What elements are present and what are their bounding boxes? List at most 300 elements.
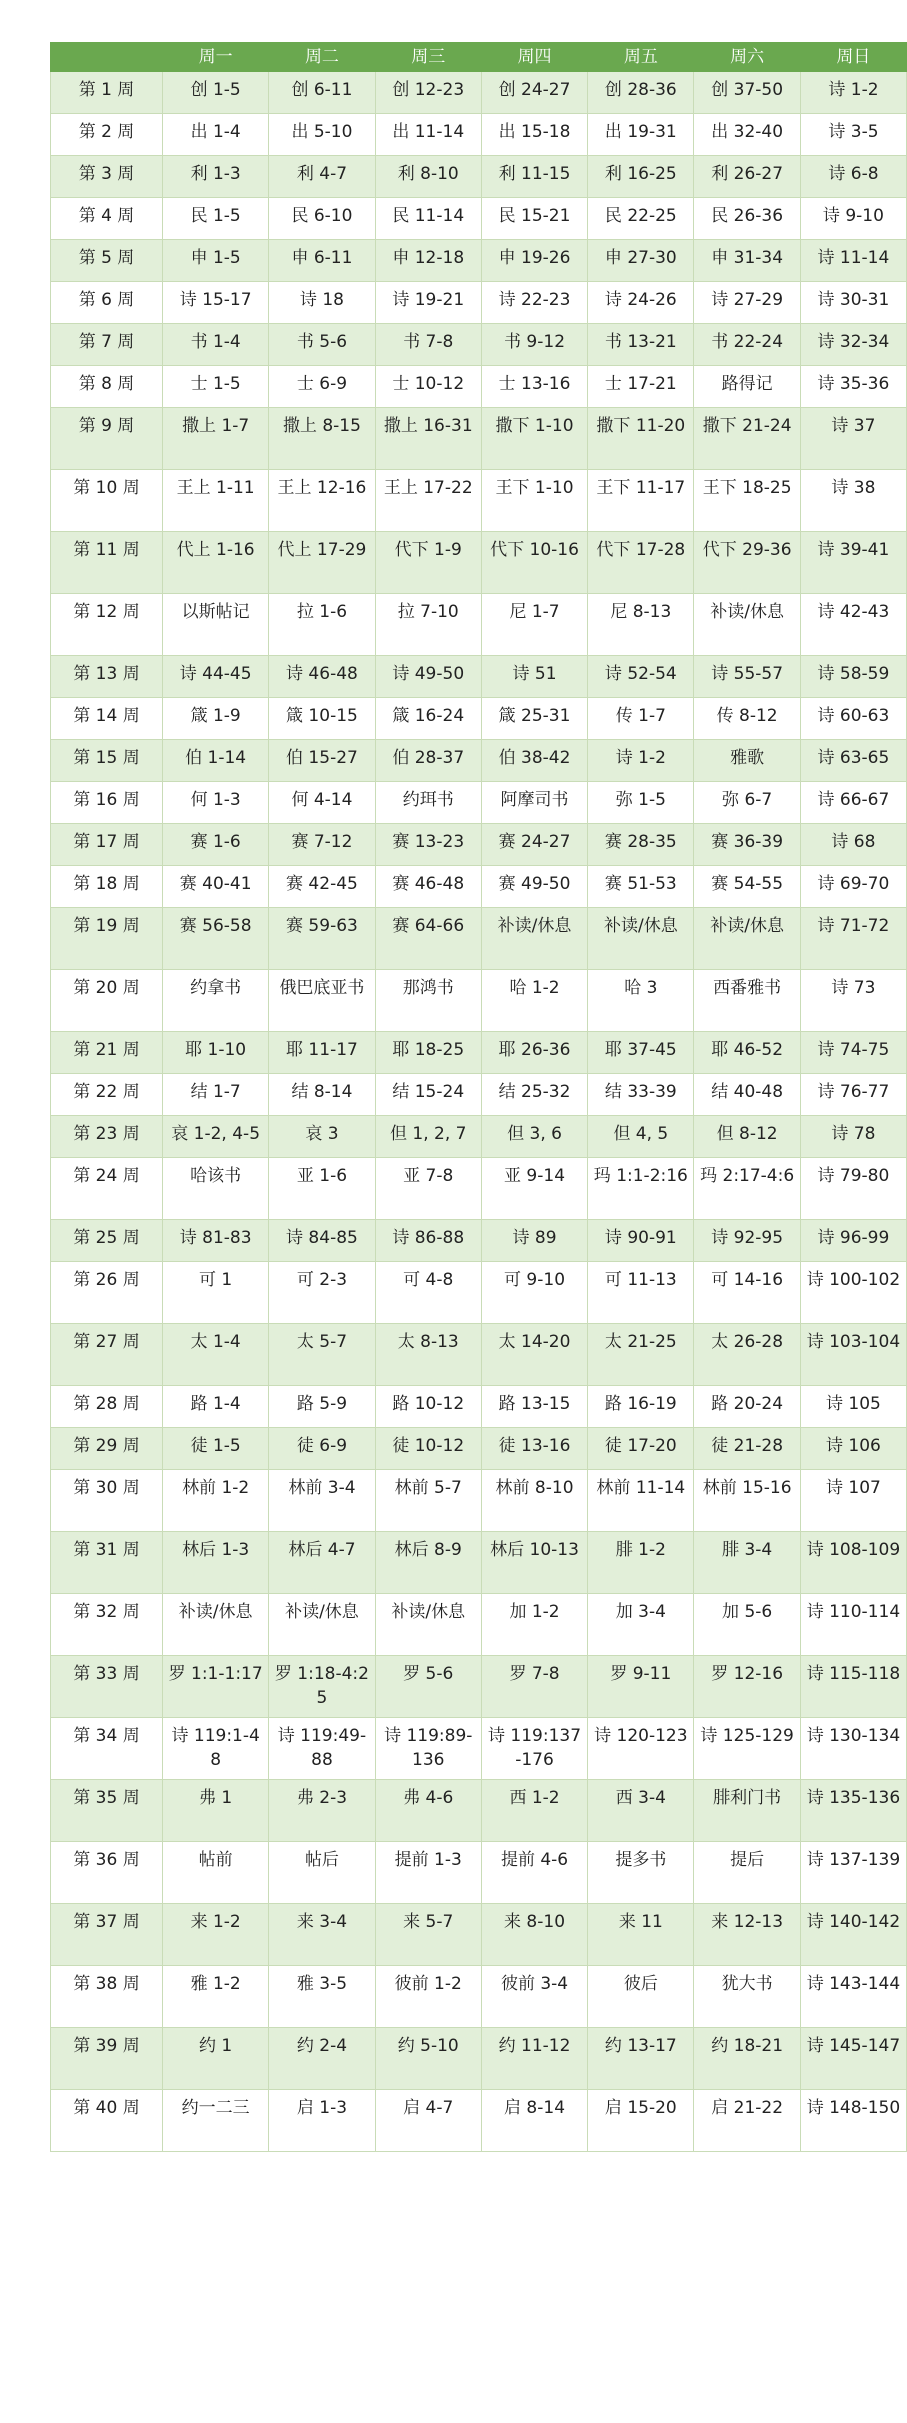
- reading-cell: 撒上 16-31: [375, 408, 481, 470]
- header-sunday: 周日: [800, 43, 906, 72]
- reading-cell: 来 11: [588, 1904, 694, 1966]
- reading-cell: 代下 10-16: [481, 532, 587, 594]
- reading-cell: 诗 81-83: [163, 1220, 269, 1262]
- table-row: [51, 2028, 907, 2090]
- reading-cell: 创 6-11: [269, 72, 375, 114]
- reading-cell: 启 15-20: [588, 2090, 694, 2152]
- reading-cell: 来 12-13: [694, 1904, 800, 1966]
- reading-cell: 伯 15-27: [269, 740, 375, 782]
- table-row: [51, 1656, 907, 1718]
- reading-cell: 太 1-4: [163, 1324, 269, 1386]
- table-header-row: [51, 43, 907, 72]
- reading-cell: 诗 49-50: [375, 656, 481, 698]
- reading-cell: 诗 135-136: [800, 1780, 906, 1842]
- reading-cell: 利 11-15: [481, 156, 587, 198]
- week-label: 第 8 周: [51, 366, 163, 408]
- table-row: [51, 1966, 907, 2028]
- reading-cell: 罗 12-16: [694, 1656, 800, 1718]
- week-label: 第 9 周: [51, 408, 163, 470]
- reading-cell: 约 5-10: [375, 2028, 481, 2090]
- reading-cell: 书 13-21: [588, 324, 694, 366]
- reading-cell: 出 15-18: [481, 114, 587, 156]
- reading-cell: 来 8-10: [481, 1904, 587, 1966]
- reading-cell: 俄巴底亚书: [269, 970, 375, 1032]
- reading-cell: 创 28-36: [588, 72, 694, 114]
- reading-cell: 诗 44-45: [163, 656, 269, 698]
- week-label: 第 19 周: [51, 908, 163, 970]
- reading-cell: 太 5-7: [269, 1324, 375, 1386]
- table-row: [51, 594, 907, 656]
- reading-cell: 补读/休息: [163, 1594, 269, 1656]
- reading-cell: 利 26-27: [694, 156, 800, 198]
- reading-cell: 西番雅书: [694, 970, 800, 1032]
- week-label: 第 6 周: [51, 282, 163, 324]
- reading-cell: 诗 68: [800, 824, 906, 866]
- reading-cell: 太 21-25: [588, 1324, 694, 1386]
- reading-cell: 王上 12-16: [269, 470, 375, 532]
- reading-cell: 伯 28-37: [375, 740, 481, 782]
- reading-cell: 弗 2-3: [269, 1780, 375, 1842]
- reading-cell: 但 8-12: [694, 1116, 800, 1158]
- table-row: [51, 908, 907, 970]
- week-label: 第 13 周: [51, 656, 163, 698]
- reading-cell: 可 2-3: [269, 1262, 375, 1324]
- reading-cell: 雅 1-2: [163, 1966, 269, 2028]
- week-label: 第 36 周: [51, 1842, 163, 1904]
- reading-cell: 帖后: [269, 1842, 375, 1904]
- reading-cell: 可 4-8: [375, 1262, 481, 1324]
- reading-cell: 徒 1-5: [163, 1428, 269, 1470]
- reading-cell: 利 8-10: [375, 156, 481, 198]
- reading-cell: 诗 143-144: [800, 1966, 906, 2028]
- week-label: 第 33 周: [51, 1656, 163, 1718]
- reading-cell: 赛 54-55: [694, 866, 800, 908]
- week-label: 第 20 周: [51, 970, 163, 1032]
- header-tuesday: 周二: [269, 43, 375, 72]
- reading-cell: 诗 89: [481, 1220, 587, 1262]
- reading-cell: 诗 145-147: [800, 2028, 906, 2090]
- week-label: 第 28 周: [51, 1386, 163, 1428]
- table-row: [51, 866, 907, 908]
- reading-cell: 诗 148-150: [800, 2090, 906, 2152]
- table-row: [51, 1032, 907, 1074]
- reading-cell: 诗 37: [800, 408, 906, 470]
- reading-cell: 书 1-4: [163, 324, 269, 366]
- table-row: [51, 740, 907, 782]
- reading-cell: 启 4-7: [375, 2090, 481, 2152]
- reading-cell: 弗 4-6: [375, 1780, 481, 1842]
- table-row: [51, 698, 907, 740]
- reading-cell: 罗 1:1-1:17: [163, 1656, 269, 1718]
- reading-cell: 民 6-10: [269, 198, 375, 240]
- week-label: 第 31 周: [51, 1532, 163, 1594]
- reading-cell: 罗 7-8: [481, 1656, 587, 1718]
- header-corner: [51, 43, 163, 72]
- reading-cell: 帖前: [163, 1842, 269, 1904]
- reading-cell: 耶 26-36: [481, 1032, 587, 1074]
- reading-cell: 罗 5-6: [375, 1656, 481, 1718]
- table-row: [51, 1074, 907, 1116]
- reading-cell: 那鸿书: [375, 970, 481, 1032]
- table-row: [51, 1158, 907, 1220]
- table-row: [51, 1780, 907, 1842]
- week-label: 第 23 周: [51, 1116, 163, 1158]
- reading-cell: 利 1-3: [163, 156, 269, 198]
- table-row: [51, 1116, 907, 1158]
- week-label: 第 17 周: [51, 824, 163, 866]
- reading-cell: 徒 13-16: [481, 1428, 587, 1470]
- reading-cell: 箴 1-9: [163, 698, 269, 740]
- reading-cell: 结 8-14: [269, 1074, 375, 1116]
- table-row: [51, 2090, 907, 2152]
- reading-cell: 传 1-7: [588, 698, 694, 740]
- reading-cell: 王下 1-10: [481, 470, 587, 532]
- reading-cell: 赛 42-45: [269, 866, 375, 908]
- reading-cell: 诗 84-85: [269, 1220, 375, 1262]
- table-row: [51, 470, 907, 532]
- reading-cell: 出 19-31: [588, 114, 694, 156]
- reading-cell: 伯 1-14: [163, 740, 269, 782]
- reading-cell: 诗 110-114: [800, 1594, 906, 1656]
- reading-cell: 赛 24-27: [481, 824, 587, 866]
- reading-cell: 亚 1-6: [269, 1158, 375, 1220]
- reading-cell: 代上 17-29: [269, 532, 375, 594]
- reading-cell: 赛 49-50: [481, 866, 587, 908]
- reading-cell: 诗 6-8: [800, 156, 906, 198]
- reading-cell: 耶 11-17: [269, 1032, 375, 1074]
- reading-cell: 约 13-17: [588, 2028, 694, 2090]
- reading-cell: 申 1-5: [163, 240, 269, 282]
- table-row: [51, 156, 907, 198]
- table-row: [51, 970, 907, 1032]
- reading-cell: 诗 1-2: [800, 72, 906, 114]
- reading-cell: 诗 119:89-136: [375, 1718, 481, 1780]
- reading-cell: 诗 103-104: [800, 1324, 906, 1386]
- reading-cell: 雅 3-5: [269, 1966, 375, 2028]
- header-thursday: 周四: [481, 43, 587, 72]
- reading-cell: 士 1-5: [163, 366, 269, 408]
- reading-cell: 约一二三: [163, 2090, 269, 2152]
- reading-cell: 诗 119:49-88: [269, 1718, 375, 1780]
- table-row: [51, 72, 907, 114]
- reading-cell: 诗 106: [800, 1428, 906, 1470]
- reading-cell: 诗 15-17: [163, 282, 269, 324]
- reading-cell: 耶 37-45: [588, 1032, 694, 1074]
- reading-cell: 补读/休息: [694, 908, 800, 970]
- week-label: 第 4 周: [51, 198, 163, 240]
- reading-cell: 来 5-7: [375, 1904, 481, 1966]
- reading-cell: 王下 11-17: [588, 470, 694, 532]
- table-row: [51, 1428, 907, 1470]
- reading-cell: 赛 13-23: [375, 824, 481, 866]
- week-label: 第 12 周: [51, 594, 163, 656]
- reading-cell: 林后 4-7: [269, 1532, 375, 1594]
- reading-cell: 亚 7-8: [375, 1158, 481, 1220]
- reading-cell: 耶 18-25: [375, 1032, 481, 1074]
- reading-cell: 诗 46-48: [269, 656, 375, 698]
- reading-cell: 诗 130-134: [800, 1718, 906, 1780]
- reading-cell: 林后 8-9: [375, 1532, 481, 1594]
- reading-cell: 撒下 21-24: [694, 408, 800, 470]
- reading-cell: 士 6-9: [269, 366, 375, 408]
- reading-cell: 诗 74-75: [800, 1032, 906, 1074]
- reading-cell: 出 5-10: [269, 114, 375, 156]
- reading-cell: 路 16-19: [588, 1386, 694, 1428]
- reading-cell: 拉 7-10: [375, 594, 481, 656]
- reading-cell: 赛 40-41: [163, 866, 269, 908]
- reading-cell: 约 2-4: [269, 2028, 375, 2090]
- reading-cell: 犹大书: [694, 1966, 800, 2028]
- reading-cell: 彼前 3-4: [481, 1966, 587, 2028]
- week-label: 第 18 周: [51, 866, 163, 908]
- reading-cell: 书 9-12: [481, 324, 587, 366]
- reading-cell: 腓利门书: [694, 1780, 800, 1842]
- reading-cell: 补读/休息: [588, 908, 694, 970]
- reading-cell: 诗 140-142: [800, 1904, 906, 1966]
- reading-cell: 诗 63-65: [800, 740, 906, 782]
- reading-cell: 林前 15-16: [694, 1470, 800, 1532]
- reading-cell: 提前 1-3: [375, 1842, 481, 1904]
- reading-cell: 代下 29-36: [694, 532, 800, 594]
- table-row: [51, 656, 907, 698]
- week-label: 第 22 周: [51, 1074, 163, 1116]
- reading-cell: 弥 1-5: [588, 782, 694, 824]
- week-label: 第 29 周: [51, 1428, 163, 1470]
- reading-plan: [50, 42, 901, 2152]
- reading-cell: 赛 64-66: [375, 908, 481, 970]
- reading-cell: 诗 100-102: [800, 1262, 906, 1324]
- reading-cell: 民 22-25: [588, 198, 694, 240]
- reading-cell: 但 4, 5: [588, 1116, 694, 1158]
- reading-cell: 民 15-21: [481, 198, 587, 240]
- reading-cell: 利 4-7: [269, 156, 375, 198]
- reading-cell: 诗 27-29: [694, 282, 800, 324]
- reading-cell: 徒 10-12: [375, 1428, 481, 1470]
- reading-cell: 亚 9-14: [481, 1158, 587, 1220]
- reading-cell: 太 8-13: [375, 1324, 481, 1386]
- reading-cell: 申 27-30: [588, 240, 694, 282]
- reading-cell: 诗 30-31: [800, 282, 906, 324]
- reading-cell: 士 17-21: [588, 366, 694, 408]
- week-label: 第 25 周: [51, 1220, 163, 1262]
- reading-cell: 彼前 1-2: [375, 1966, 481, 2028]
- week-label: 第 5 周: [51, 240, 163, 282]
- reading-cell: 耶 1-10: [163, 1032, 269, 1074]
- reading-cell: 可 14-16: [694, 1262, 800, 1324]
- reading-cell: 徒 6-9: [269, 1428, 375, 1470]
- reading-cell: 诗 22-23: [481, 282, 587, 324]
- reading-cell: 林前 5-7: [375, 1470, 481, 1532]
- reading-cell: 代上 1-16: [163, 532, 269, 594]
- reading-cell: 加 1-2: [481, 1594, 587, 1656]
- reading-cell: 诗 39-41: [800, 532, 906, 594]
- reading-cell: 诗 69-70: [800, 866, 906, 908]
- reading-cell: 提后: [694, 1842, 800, 1904]
- header-friday: 周五: [588, 43, 694, 72]
- reading-cell: 补读/休息: [269, 1594, 375, 1656]
- reading-cell: 出 1-4: [163, 114, 269, 156]
- reading-cell: 箴 16-24: [375, 698, 481, 740]
- reading-cell: 创 1-5: [163, 72, 269, 114]
- week-label: 第 7 周: [51, 324, 163, 366]
- reading-cell: 约 18-21: [694, 2028, 800, 2090]
- reading-cell: 结 15-24: [375, 1074, 481, 1116]
- table-row: [51, 1262, 907, 1324]
- reading-cell: 书 22-24: [694, 324, 800, 366]
- reading-cell: 诗 66-67: [800, 782, 906, 824]
- reading-cell: 哀 3: [269, 1116, 375, 1158]
- table-row: [51, 532, 907, 594]
- reading-cell: 撒上 1-7: [163, 408, 269, 470]
- week-label: 第 26 周: [51, 1262, 163, 1324]
- reading-cell: 林后 1-3: [163, 1532, 269, 1594]
- reading-cell: 诗 79-80: [800, 1158, 906, 1220]
- reading-cell: 赛 1-6: [163, 824, 269, 866]
- reading-cell: 诗 38: [800, 470, 906, 532]
- reading-cell: 诗 52-54: [588, 656, 694, 698]
- reading-cell: 结 25-32: [481, 1074, 587, 1116]
- reading-cell: 但 1, 2, 7: [375, 1116, 481, 1158]
- reading-cell: 诗 18: [269, 282, 375, 324]
- week-label: 第 2 周: [51, 114, 163, 156]
- reading-cell: 玛 1:1-2:16: [588, 1158, 694, 1220]
- reading-cell: 腓 3-4: [694, 1532, 800, 1594]
- reading-cell: 诗 92-95: [694, 1220, 800, 1262]
- week-label: 第 14 周: [51, 698, 163, 740]
- reading-cell: 伯 38-42: [481, 740, 587, 782]
- table-row: [51, 408, 907, 470]
- reading-cell: 结 40-48: [694, 1074, 800, 1116]
- reading-cell: 诗 108-109: [800, 1532, 906, 1594]
- reading-cell: 启 8-14: [481, 2090, 587, 2152]
- reading-cell: 结 33-39: [588, 1074, 694, 1116]
- table-row: [51, 240, 907, 282]
- reading-cell: 诗 71-72: [800, 908, 906, 970]
- table-row: [51, 114, 907, 156]
- table-row: [51, 782, 907, 824]
- reading-cell: 民 11-14: [375, 198, 481, 240]
- reading-cell: 耶 46-52: [694, 1032, 800, 1074]
- reading-cell: 创 37-50: [694, 72, 800, 114]
- week-label: 第 11 周: [51, 532, 163, 594]
- reading-cell: 王上 1-11: [163, 470, 269, 532]
- reading-cell: 林后 10-13: [481, 1532, 587, 1594]
- reading-cell: 王上 17-22: [375, 470, 481, 532]
- reading-cell: 哈 3: [588, 970, 694, 1032]
- reading-cell: 诗 96-99: [800, 1220, 906, 1262]
- reading-cell: 箴 10-15: [269, 698, 375, 740]
- reading-cell: 撒下 1-10: [481, 408, 587, 470]
- reading-cell: 来 1-2: [163, 1904, 269, 1966]
- reading-cell: 启 21-22: [694, 2090, 800, 2152]
- reading-cell: 赛 28-35: [588, 824, 694, 866]
- reading-cell: 赛 7-12: [269, 824, 375, 866]
- reading-cell: 诗 137-139: [800, 1842, 906, 1904]
- reading-cell: 诗 90-91: [588, 1220, 694, 1262]
- reading-cell: 箴 25-31: [481, 698, 587, 740]
- table-row: [51, 824, 907, 866]
- reading-cell: 何 1-3: [163, 782, 269, 824]
- table-row: [51, 1324, 907, 1386]
- reading-cell: 诗 60-63: [800, 698, 906, 740]
- reading-cell: 诗 1-2: [588, 740, 694, 782]
- table-row: [51, 366, 907, 408]
- reading-cell: 创 24-27: [481, 72, 587, 114]
- reading-cell: 诗 125-129: [694, 1718, 800, 1780]
- table-row: [51, 198, 907, 240]
- table-row: [51, 324, 907, 366]
- reading-plan-table: [50, 42, 907, 2152]
- reading-cell: 拉 1-6: [269, 594, 375, 656]
- reading-cell: 创 12-23: [375, 72, 481, 114]
- reading-cell: 罗 9-11: [588, 1656, 694, 1718]
- reading-cell: 诗 35-36: [800, 366, 906, 408]
- reading-cell: 可 9-10: [481, 1262, 587, 1324]
- reading-cell: 雅歌: [694, 740, 800, 782]
- reading-cell: 路 10-12: [375, 1386, 481, 1428]
- reading-cell: 诗 42-43: [800, 594, 906, 656]
- reading-cell: 路得记: [694, 366, 800, 408]
- week-label: 第 24 周: [51, 1158, 163, 1220]
- reading-cell: 申 19-26: [481, 240, 587, 282]
- reading-cell: 诗 3-5: [800, 114, 906, 156]
- week-label: 第 21 周: [51, 1032, 163, 1074]
- reading-cell: 哈 1-2: [481, 970, 587, 1032]
- reading-cell: 诗 58-59: [800, 656, 906, 698]
- reading-cell: 赛 51-53: [588, 866, 694, 908]
- reading-cell: 可 11-13: [588, 1262, 694, 1324]
- reading-cell: 哀 1-2, 4-5: [163, 1116, 269, 1158]
- reading-cell: 诗 78: [800, 1116, 906, 1158]
- reading-cell: 赛 36-39: [694, 824, 800, 866]
- reading-cell: 约珥书: [375, 782, 481, 824]
- week-label: 第 34 周: [51, 1718, 163, 1780]
- reading-cell: 约 1: [163, 2028, 269, 2090]
- reading-cell: 王下 18-25: [694, 470, 800, 532]
- table-row: [51, 1842, 907, 1904]
- reading-cell: 诗 107: [800, 1470, 906, 1532]
- reading-cell: 诗 119:1-48: [163, 1718, 269, 1780]
- week-label: 第 40 周: [51, 2090, 163, 2152]
- reading-cell: 弗 1: [163, 1780, 269, 1842]
- reading-cell: 可 1: [163, 1262, 269, 1324]
- reading-cell: 诗 9-10: [800, 198, 906, 240]
- reading-cell: 诗 51: [481, 656, 587, 698]
- reading-cell: 西 3-4: [588, 1780, 694, 1842]
- reading-cell: 来 3-4: [269, 1904, 375, 1966]
- reading-cell: 补读/休息: [481, 908, 587, 970]
- reading-cell: 徒 17-20: [588, 1428, 694, 1470]
- reading-cell: 补读/休息: [694, 594, 800, 656]
- reading-cell: 阿摩司书: [481, 782, 587, 824]
- week-label: 第 27 周: [51, 1324, 163, 1386]
- reading-cell: 诗 32-34: [800, 324, 906, 366]
- reading-cell: 书 5-6: [269, 324, 375, 366]
- reading-cell: 诗 105: [800, 1386, 906, 1428]
- reading-cell: 诗 76-77: [800, 1074, 906, 1116]
- reading-cell: 代下 17-28: [588, 532, 694, 594]
- reading-cell: 尼 8-13: [588, 594, 694, 656]
- reading-cell: 林前 3-4: [269, 1470, 375, 1532]
- reading-cell: 约拿书: [163, 970, 269, 1032]
- reading-cell: 诗 73: [800, 970, 906, 1032]
- reading-cell: 路 13-15: [481, 1386, 587, 1428]
- reading-cell: 西 1-2: [481, 1780, 587, 1842]
- reading-cell: 申 12-18: [375, 240, 481, 282]
- reading-cell: 加 5-6: [694, 1594, 800, 1656]
- reading-cell: 但 3, 6: [481, 1116, 587, 1158]
- reading-cell: 申 31-34: [694, 240, 800, 282]
